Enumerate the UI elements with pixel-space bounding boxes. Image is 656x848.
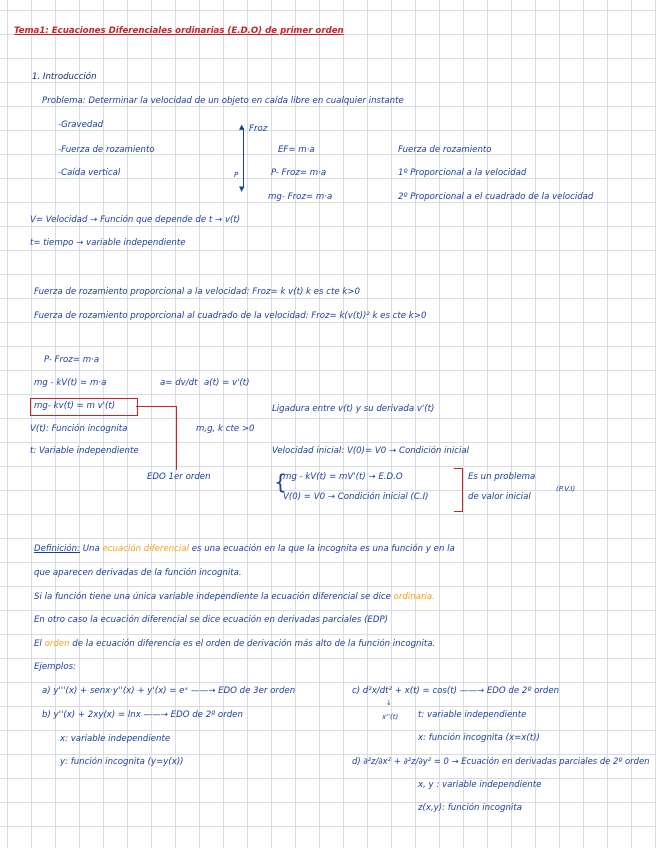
pvi-abbrev: (P.V.I) xyxy=(556,485,576,493)
example-b-y: y: función incognita (y=y(x)) xyxy=(60,757,184,767)
deriv-line-2: mg - kV(t) = m·a xyxy=(34,378,107,388)
pvi-text-1: Es un problema xyxy=(468,472,536,482)
boxed-equation: mg- kv(t) = m v'(t) xyxy=(34,401,116,411)
def-line-4: En otro caso la ecuación diferencial se dice ecuación en derivadas parciales (EDP) xyxy=(34,615,389,625)
p-label: P xyxy=(234,171,239,179)
def-line-2: que aparecen derivadas de la función incognita. xyxy=(34,568,242,578)
equation-newton: EF= m·a xyxy=(278,145,315,155)
froz-proportional-square: Fuerza de rozamiento proporcional al cuadrado de la velocidad: Froz= k(v(t))² k es cte k>0 xyxy=(34,311,427,321)
example-c-x: x: función incognita (x=x(t)) xyxy=(418,733,540,743)
list-item-gravedad: -Gravedad xyxy=(58,120,104,130)
example-b-x: x: variable independiente xyxy=(60,734,171,744)
froz-label: Froz xyxy=(249,124,268,134)
example-b: b) y''(x) + 2xy(x) = lnx ——→ EDO de 2º orden xyxy=(42,710,243,720)
red-bracket xyxy=(454,468,463,512)
def-line5-a: El xyxy=(34,639,42,649)
froz-proportional-velocity: Fuerza de rozamiento proporcional a la velocidad: Froz= k v(t) k es cte k>0 xyxy=(34,287,361,297)
equation-mg-froz: mg- Froz= m·a xyxy=(268,192,333,202)
problem-statement: Problema: Determinar la velocidad de un objeto en caída libre en cualquier instante xyxy=(42,96,404,106)
example-a: a) y'''(x) + senx·y''(x) + y'(x) = eˣ ——→ EDO de 3er orden xyxy=(42,686,296,696)
def-line1-c: es una ecuación en la que la incognita es una función y en la xyxy=(191,544,455,554)
ligadura-note: Ligadura entre v(t) y su derivada v'(t) xyxy=(272,404,435,414)
fuerza-rozamiento-title: Fuerza de rozamiento xyxy=(398,145,492,155)
definicion-label: Definición: xyxy=(34,544,81,554)
def-term-ecuacion-diferencial: ecuación diferencial xyxy=(102,544,189,554)
page-title: Tema1: Ecuaciones Diferenciales ordinarias (E.D.O) de primer orden xyxy=(14,26,344,36)
initial-velocity: Velocidad inicial: V(0)= V0 → Condición inicial xyxy=(272,446,470,456)
force-diagram-axis xyxy=(243,128,244,188)
example-d: d) ∂²z/∂x² + ∂²z/∂y² = 0 → Ecuación en derivadas parciales de 2º orden xyxy=(352,756,650,766)
system-line-1: mg - kV(t) = mV'(t) → E.D.O xyxy=(283,472,403,482)
constants-note: m,g, k cte >0 xyxy=(196,424,255,434)
equation-p-froz: P- Froz= m·a xyxy=(271,168,327,178)
arrow-down-icon: ▼ xyxy=(239,185,245,193)
section-heading-introduccion: 1. Introducción xyxy=(32,72,97,82)
connector-right xyxy=(136,406,176,407)
acceleration-def: a= dv/dt xyxy=(160,378,198,388)
tvar-def: t: Variable independiente xyxy=(30,446,139,456)
system-brace: { xyxy=(274,470,287,494)
example-c-x2: x''(t) xyxy=(382,713,399,721)
acceleration-derivative: a(t) = v'(t) xyxy=(204,378,250,388)
list-item-caida: -Caída vertical xyxy=(58,168,121,178)
arrow-up-icon: ▲ xyxy=(239,123,245,131)
system-line-2: V(0) = V0 → Condición inicial (C.I) xyxy=(283,492,429,502)
example-c: c) d²x/dt² + x(t) = cos(t) ——→ EDO de 2º orden xyxy=(352,686,560,696)
deriv-line-1: P- Froz= m·a xyxy=(44,355,100,365)
def-line1-a: Una xyxy=(82,544,100,554)
def-term-orden: orden xyxy=(44,639,70,649)
proportional-2: 2º Proporcional a el cuadrado de la velocidad xyxy=(398,192,594,202)
connector-down xyxy=(176,406,177,470)
example-c-t: t: variable independiente xyxy=(418,710,527,720)
list-item-rozamiento: -Fuerza de rozamiento xyxy=(58,145,155,155)
def-term-ordinaria: ordinaria. xyxy=(393,592,435,602)
incognita-def: V(t): Función incognita xyxy=(30,424,128,434)
time-definition: t= tiempo → variable independiente xyxy=(30,238,186,248)
ejemplos-label: Ejemplos: xyxy=(34,662,76,672)
proportional-1: 1º Proporcional a la velocidad xyxy=(398,168,527,178)
def-line3-a: Si la función tiene una única variable independiente la ecuación diferencial se dice xyxy=(34,592,391,602)
example-d-xy: x, y : variable independiente xyxy=(418,780,542,790)
edo-order-note: EDO 1er orden xyxy=(147,472,211,482)
example-d-z: z(x,y): función incognita xyxy=(418,803,522,813)
pvi-text-2: de valor inicial xyxy=(468,492,531,502)
def-line5-c: de la ecuación diferencia es el orden de derivación más alto de la función incognita. xyxy=(72,639,436,649)
example-c-arrow: ↓ xyxy=(386,699,392,707)
velocity-definition: V= Velocidad → Función que depende de t → v(t) xyxy=(30,215,241,225)
